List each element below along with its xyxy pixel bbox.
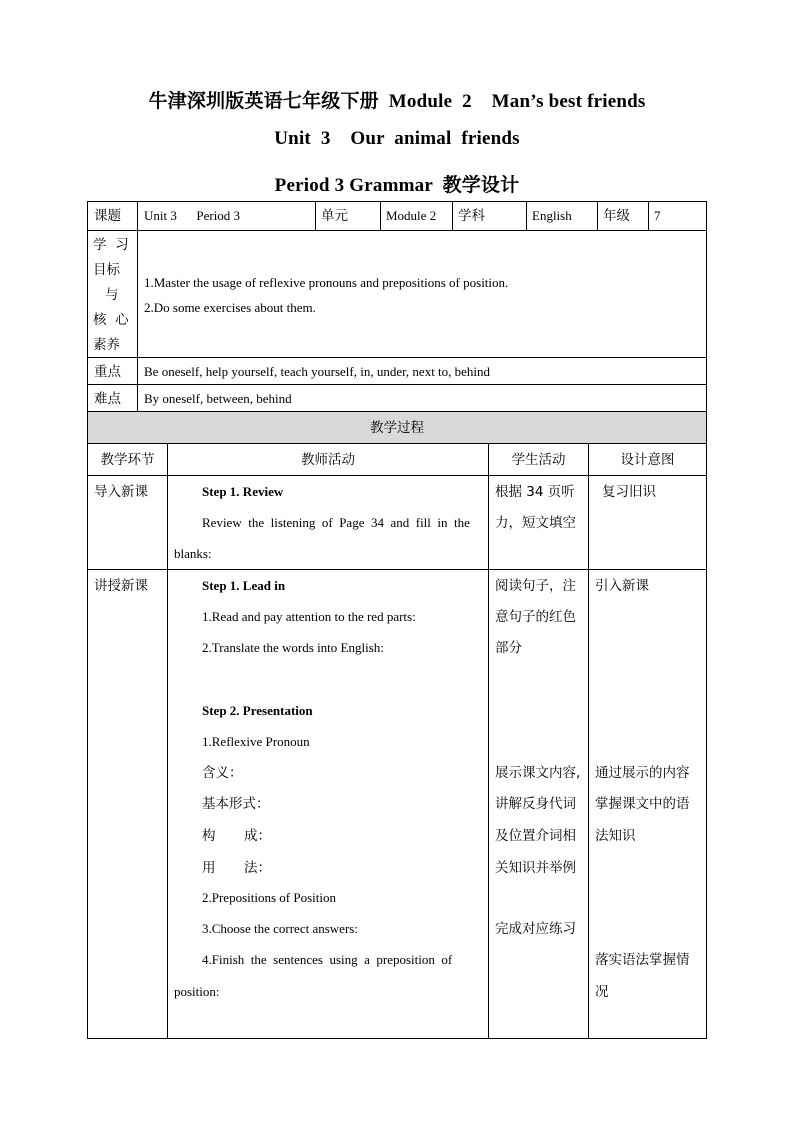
key-points-label: 重点 (94, 364, 121, 380)
difficulties-label: 难点 (94, 391, 121, 407)
topic-label: 课题 (94, 208, 121, 224)
stage2-step2-item2: 2.Prepositions of Position (202, 890, 336, 905)
objectives-label-3: 与 (105, 287, 119, 303)
col-header-student: 学生活动 (511, 452, 566, 468)
difficulties-value: By oneself, between, behind (144, 391, 292, 406)
stage2-step2: Step 2. Presentation (202, 703, 313, 718)
objectives-label-2: 目标 (93, 262, 120, 278)
objectives-label-5: 素养 (93, 337, 120, 353)
stage2-name: 讲授新课 (94, 578, 148, 594)
document-title-line3: Period 3 Grammar 教学设计 (274, 175, 520, 196)
stage1-intent: 复习旧识 (602, 484, 656, 500)
stage2-step1-item1: 1.Read and pay attention to the red parts: (202, 609, 416, 624)
subject-label: 学科 (458, 208, 485, 224)
stage2-step2-item4a: 4.Finish the sentences using a preposition of (202, 952, 453, 967)
grade-value: 7 (654, 208, 661, 223)
stage2-student-exercise: 完成对应练习 (495, 921, 576, 937)
stage2-step1-item2: 2.Translate the words into English: (202, 640, 384, 655)
stage2-step2-item3: 3.Choose the correct answers: (202, 921, 358, 936)
col-header-stage: 教学环节 (100, 452, 155, 468)
document-title-line1: 牛津深圳版英语七年级下册 Module 2 Man’s best friends (148, 91, 646, 112)
subject-value: English (532, 208, 572, 223)
stage1-text-b: blanks: (174, 546, 212, 561)
grade-label: 年级 (603, 208, 630, 224)
stage1-student-a: 根据 34 页听 (495, 484, 575, 500)
stage1-student-b: 力，短文填空 (495, 515, 576, 531)
stage2-intent-pres-c: 法知识 (595, 828, 636, 844)
objectives-label-4: 核 心 (93, 312, 129, 328)
stage2-student-lead-b: 意句子的红色 (495, 609, 576, 625)
unit-label: 单元 (321, 208, 348, 224)
stage2-student-lead-a: 阅读句子，注 (495, 578, 576, 594)
stage2-meaning: 含义： (202, 765, 243, 781)
stage2-compose-a: 构 (202, 828, 216, 844)
stage2-form: 基本形式： (202, 796, 270, 812)
process-title: 教学过程 (370, 420, 424, 436)
stage2-usage-a: 用 (202, 860, 216, 876)
col-header-teacher: 教师活动 (301, 452, 355, 468)
stage2-compose-b: 成： (244, 828, 271, 844)
topic-value: Unit 3 Period 3 (144, 208, 241, 223)
stage2-step2-item4b: position: (174, 984, 220, 999)
stage2-student-pres-a: 展示课文内容, (495, 765, 581, 781)
key-points-value: Be oneself, help yourself, teach yourself, in, under, next to, behind (144, 364, 491, 379)
stage2-step1: Step 1. Lead in (202, 578, 286, 593)
stage1-step: Step 1. Review (202, 484, 284, 499)
stage1-text-a: Review the listening of Page 34 and fill in the (202, 515, 470, 530)
stage2-intent-lead: 引入新课 (595, 578, 649, 594)
stage2-usage-b: 法： (244, 860, 271, 876)
stage2-student-pres-b: 讲解反身代词 (495, 796, 576, 812)
stage2-intent-ex-b: 况 (595, 984, 609, 1000)
stage2-intent-pres-b: 掌握课文中的语 (595, 796, 690, 812)
unit-value: Module 2 (386, 208, 437, 223)
document-title-line2: Unit 3 Our animal friends (274, 128, 520, 149)
stage2-intent-ex-a: 落实语法掌握情 (595, 952, 690, 968)
stage1-name: 导入新课 (94, 484, 148, 500)
stage2-student-lead-c: 部分 (495, 640, 522, 656)
objectives-label-1: 学 习 (93, 237, 129, 253)
stage2-intent-pres-a: 通过展示的内容 (595, 765, 690, 781)
stage2-student-pres-d: 关知识并举例 (495, 860, 576, 876)
stage2-student-pres-c: 及位置介词相 (495, 828, 576, 844)
objective-item-2: 2.Do some exercises about them. (144, 300, 316, 315)
objective-item-1: 1.Master the usage of reflexive pronouns and prepositions of position. (144, 275, 509, 290)
stage2-step2-item1: 1.Reflexive Pronoun (202, 734, 310, 749)
col-header-intent: 设计意图 (620, 452, 675, 468)
